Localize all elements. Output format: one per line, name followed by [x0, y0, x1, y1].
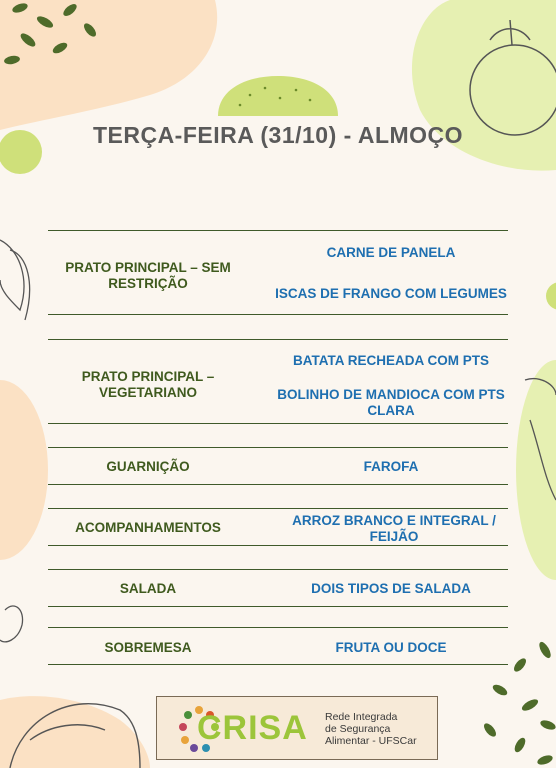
- leaves-bottom-right-icon: [482, 640, 556, 766]
- lime-blob-right: [516, 360, 556, 580]
- lime-dot-right: [546, 282, 556, 310]
- divider: [48, 484, 508, 485]
- divider: [48, 423, 508, 424]
- menu-item: FRUTA OU DOCE: [335, 640, 447, 655]
- menu-label-main-dish: PRATO PRINCIPAL – SEM RESTRIÇÃO: [65, 260, 231, 291]
- lettuce-icon: [0, 606, 23, 642]
- menu-item: CARNE DE PANELA: [326, 245, 456, 260]
- logo-subtitle-line: Rede Integrada: [325, 711, 398, 723]
- divider: [48, 627, 508, 628]
- corn-icon: [0, 240, 30, 320]
- divider: [48, 545, 508, 546]
- divider: [48, 508, 508, 509]
- menu-label-side: GUARNIÇÃO: [106, 459, 190, 474]
- menu-item: ARROZ BRANCO E INTEGRAL / FEIJÃO: [292, 513, 496, 544]
- divider: [48, 314, 508, 315]
- menu-label-accompaniments: ACOMPANHAMENTOS: [75, 520, 221, 535]
- peach-blob-bottom-left: [0, 696, 150, 768]
- divider: [48, 230, 508, 231]
- menu-item: BATATA RECHEADA COM PTS: [293, 353, 489, 368]
- divider: [48, 664, 508, 665]
- logo-wordmark: CRISA: [197, 709, 308, 747]
- logo-subtitle-line: de Segurança: [325, 723, 391, 735]
- menu-item: BOLINHO DE MANDIOCA COM PTS CLARA: [277, 387, 505, 418]
- peach-blob-top-left: [0, 0, 217, 130]
- menu-item: DOIS TIPOS DE SALADA: [311, 581, 471, 596]
- menu-label-vegetarian: PRATO PRINCIPAL – VEGETARIANO: [81, 369, 215, 400]
- menu-item: ISCAS DE FRANGO COM LEGUMES: [275, 286, 507, 301]
- divider: [48, 339, 508, 340]
- divider: [48, 447, 508, 448]
- menu-label-salad: SALADA: [119, 581, 177, 596]
- divider: [48, 606, 508, 607]
- menu-item: FAROFA: [363, 459, 419, 474]
- logo-subtitle: [325, 711, 435, 747]
- page-title: TERÇA-FEIRA (31/10) - ALMOÇO: [92, 122, 464, 148]
- crisa-logo: [156, 696, 438, 760]
- logo-subtitle-line: Alimentar - UFSCar: [325, 735, 417, 747]
- divider: [48, 569, 508, 570]
- menu-label-dessert: SOBREMESA: [104, 640, 192, 655]
- bun-icon: [218, 76, 338, 116]
